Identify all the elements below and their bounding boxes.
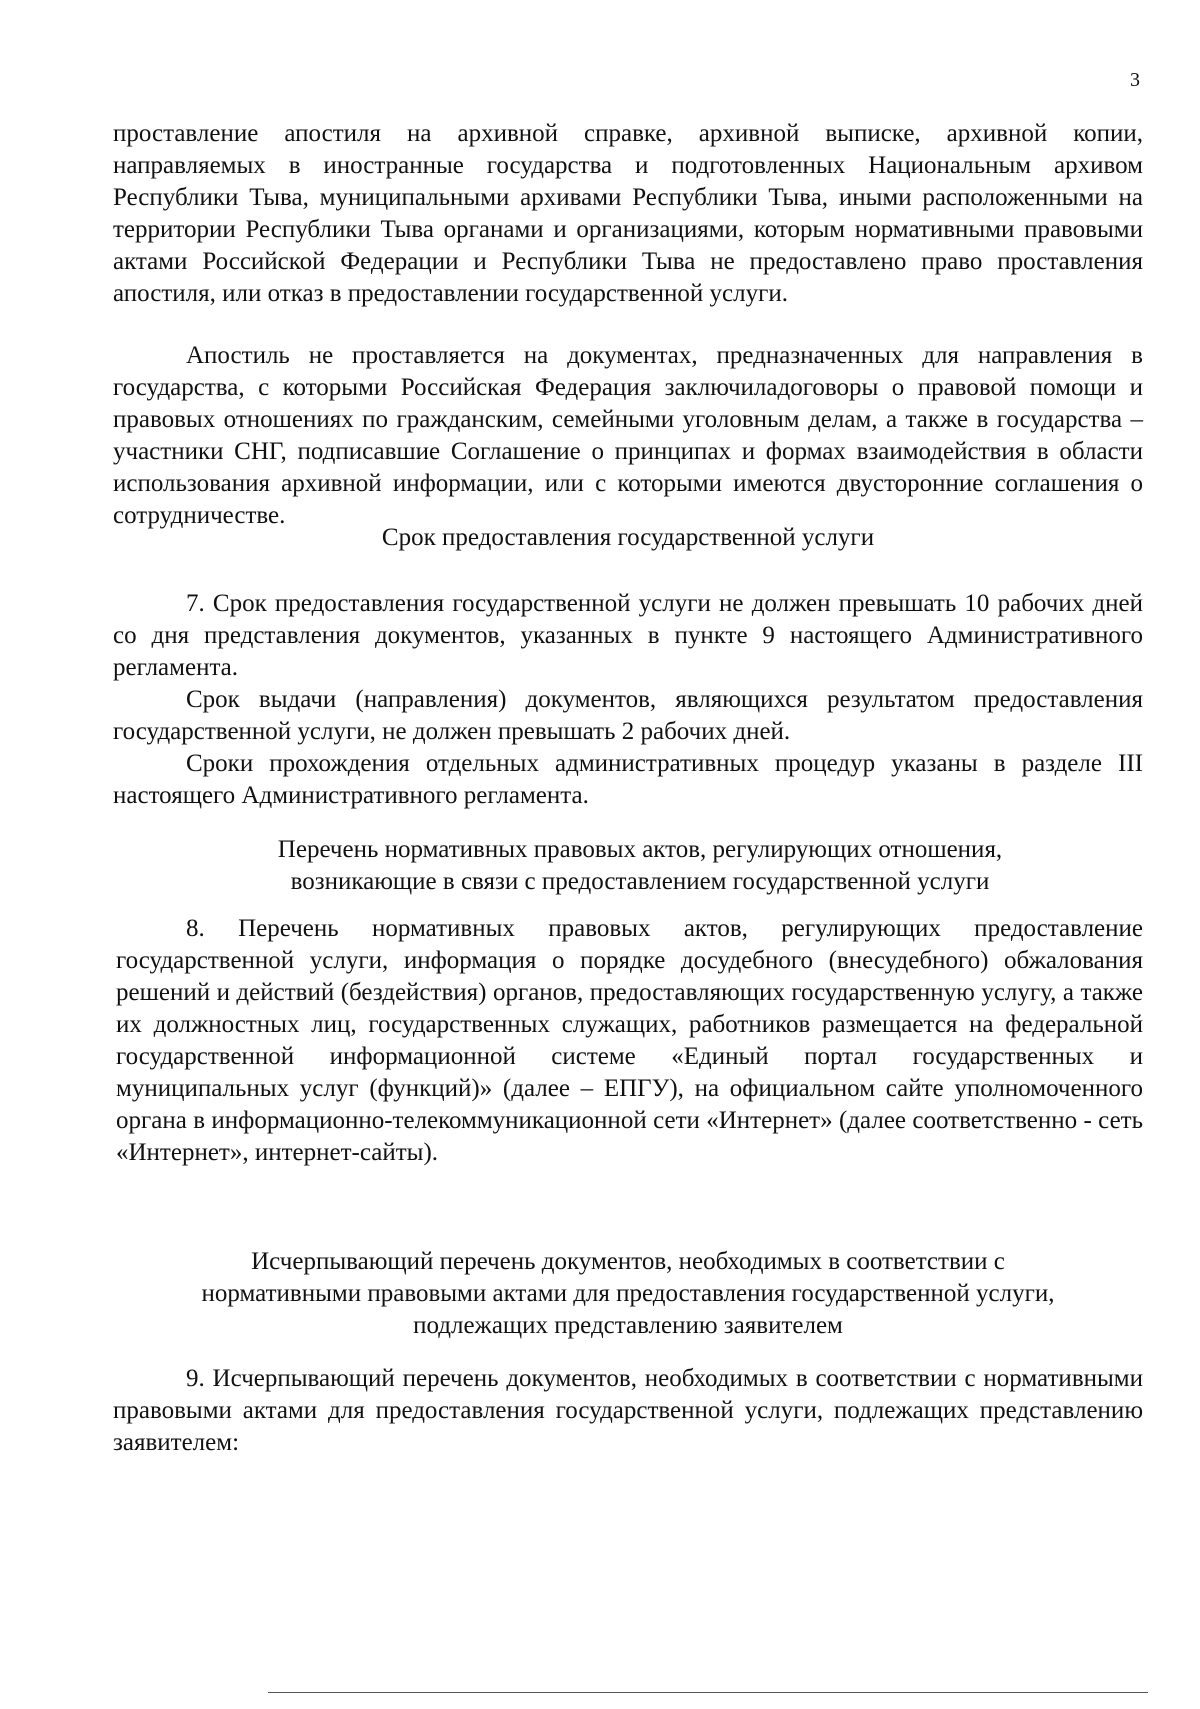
heading-service-term: Срок предоставления государственной услуги [381, 524, 875, 551]
footer-rule [268, 1692, 1148, 1693]
heading-documents-list-line-3: подлежащих представлению заявителем [413, 1312, 843, 1339]
heading-documents-list-line-2: нормативными правовыми актами для предоставления государственной услуги, [201, 1280, 1055, 1307]
heading-documents-list-line-1: Исчерпывающий перечень документов, необходимых в соответствии с [251, 1248, 1005, 1275]
heading-legal-acts-line-1: Перечень нормативных правовых актов, регулирующих отношения, [277, 836, 1003, 863]
paragraph-item-7: 7. Срок предоставления государственной услуги не должен превышать 10 рабочих дней со дня представления документов, указанных в пункте 9 настоящего Административного регламента. [113, 590, 1143, 681]
heading-documents-list [113, 1246, 1143, 1342]
paragraph-item-9: 9. Исчерпывающий перечень документов, необходимых в соответствии с нормативными правовыми актами для предоставления государственной услуги, подлежащих представлению заявителем: [113, 1365, 1143, 1456]
paragraph-issue-term: Срок выдачи (направления) документов, являющихся результатом предоставления государственной услуги, не должен превышать 2 рабочих дней. [113, 686, 1143, 745]
paragraph-procedure-terms: Сроки прохождения отдельных административных процедур указаны в разделе III настоящего Административного регламента. [113, 750, 1143, 809]
paragraph-apostille-exceptions: Апостиль не проставляется на документах, предназначенных для направления в государства, с которыми Российская Федерация заключиладоговоры о правовой помощи и правовых отношениях по гражданским, семейными уголовным делам, а также в государства – участники СНГ, подписавшие Соглашение о принципах и формах взаимодействия в области использования архивной информации, или с которыми имеются двусторонние соглашения о сотрудничестве. [113, 342, 1143, 529]
heading-legal-acts [140, 834, 1140, 898]
paragraph-item-8: 8. Перечень нормативных правовых актов, регулирующих предоставление государственной услуги, информация о порядке досудебного (внесудебного) обжалования решений и действий (бездействия) органов, предоставляющих государственную услугу, а также их должностных лиц, государственных служащих, работников размещается на федеральной государственной информационной системе «Единый портал государственных и муниципальных услуг (функций)» (далее – ЕПГУ), на официальном сайте уполномоченного органа в информационно-телекоммуникационной сети «Интернет» (далее соответственно - сеть «Интернет», интернет-сайты). [116, 915, 1143, 1166]
paragraph-apostille-result: проставление апостиля на архивной справке, архивной выписке, архивной копии, направляемых в иностранные государства и подготовленных Национальным архивом Республики Тыва, муниципальными архивами Республики Тыва, иными расположенными на территории Республики Тыва органами и организациями, которым нормативными правовыми актами Российской Федерации и Республики Тыва не предоставлено право проставления апостиля, или отказ в предоставлении государственной услуги. [113, 120, 1143, 307]
heading-legal-acts-line-2: возникающие в связи с предоставлением государственной услуги [290, 868, 990, 895]
page-number: 3 [1130, 69, 1140, 91]
